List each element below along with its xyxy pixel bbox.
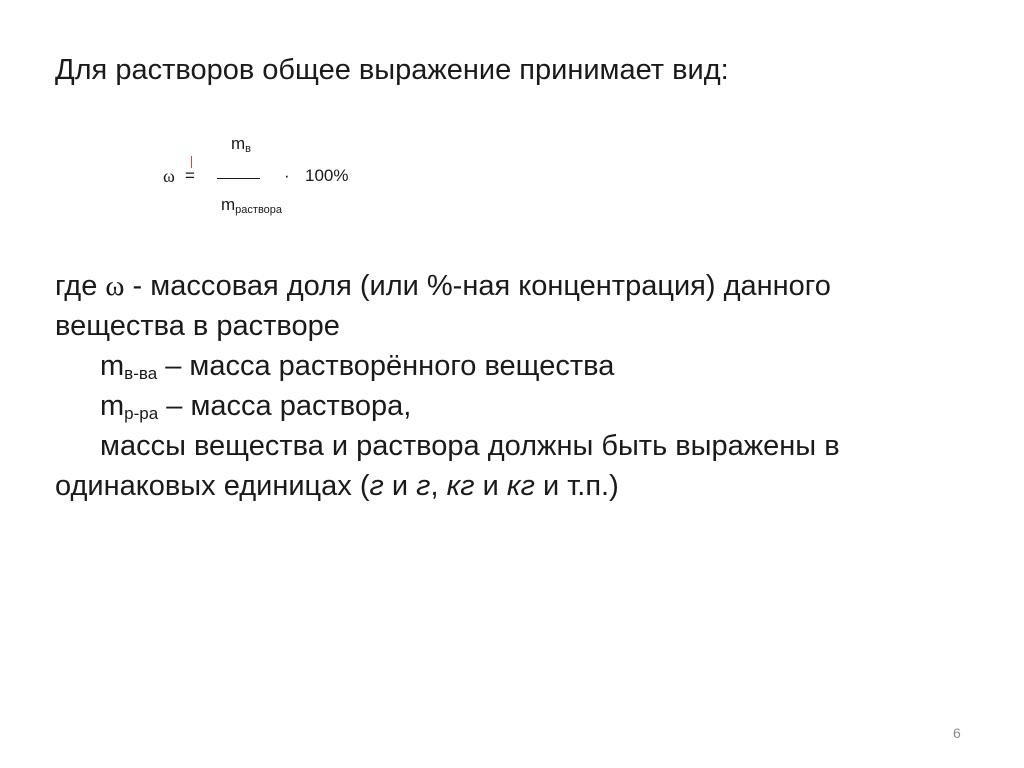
mass-fraction-formula (0, 0, 1024, 260)
line6-end: и т.п.) (534, 470, 619, 502)
formula-numerator (231, 134, 251, 155)
line1-prefix: где (55, 270, 106, 302)
line6-a: одинаковых единицах ( (55, 470, 370, 502)
formula-omega: ω (163, 166, 175, 186)
explanation-line-3 (55, 346, 955, 386)
solute-mass-symbol: m (100, 350, 125, 382)
line6-and-1: и (383, 470, 417, 502)
line1-rest: - массовая доля (или %-ная концентрация) данного (124, 270, 831, 302)
formula-multiply: · (284, 166, 290, 185)
line6-and-2: и (474, 470, 507, 502)
line6-comma: , (430, 470, 447, 502)
explanation-line-5: массы вещества и раствора должны быть выражены в (100, 430, 840, 462)
unit-kg-2: кг (506, 470, 535, 502)
page-number: 6 (953, 725, 961, 741)
explanation-text (55, 266, 955, 506)
explanation-line-4 (55, 386, 955, 426)
explanation-line-6 (55, 466, 955, 506)
line4-rest: – масса раствора, (158, 390, 412, 422)
solution-mass-symbol: m (100, 390, 125, 422)
formula-percent: 100% (305, 166, 349, 185)
fraction-bar (217, 178, 260, 179)
formula-equals: = (185, 166, 195, 185)
formula-denominator (221, 195, 282, 216)
denominator-base: m (221, 195, 236, 214)
explanation-line-1 (55, 266, 955, 306)
line3-rest: – масса растворённого вещества (157, 350, 615, 382)
unit-g-1: г (369, 470, 384, 502)
solution-mass-subscript: р-ра (124, 404, 159, 423)
explanation-line-2: вещества в растворе (55, 310, 340, 342)
numerator-base: m (231, 134, 246, 153)
numerator-subscript: в (245, 143, 252, 155)
solute-mass-subscript: в-ва (124, 364, 158, 383)
unit-g-2: г (416, 470, 431, 502)
omega-symbol: ω (105, 270, 125, 302)
intro-text: Для растворов общее выражение принимает вид: (55, 54, 729, 86)
denominator-subscript: раствора (235, 204, 283, 216)
unit-kg-1: кг (446, 470, 475, 502)
